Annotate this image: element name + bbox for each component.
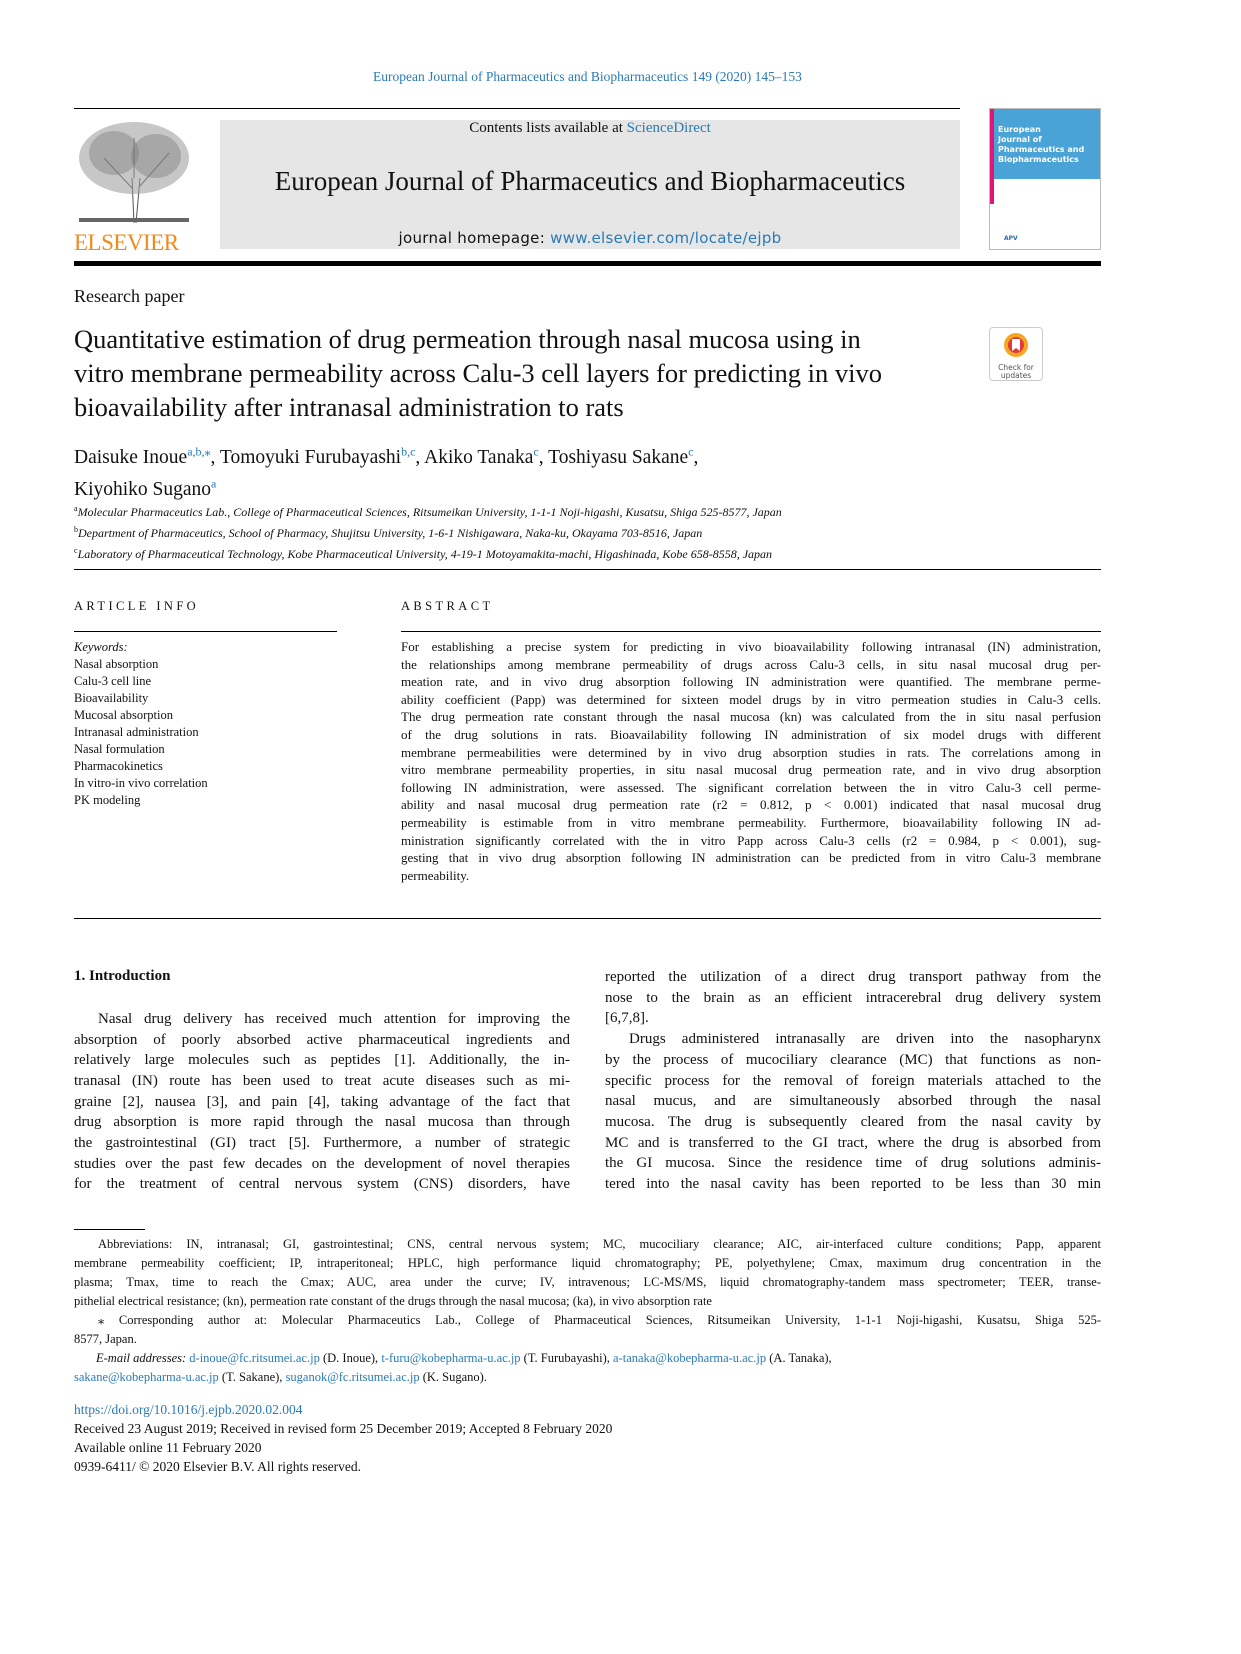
author[interactable] xyxy=(424,444,549,468)
abstract-line: For establishing a precise system for predicting in vivo bioavailability following intranasal (IN) administration, xyxy=(401,639,1101,654)
intro-right-column xyxy=(605,967,1101,1195)
received-dates: Received 23 August 2019; Received in revised form 25 December 2019; Accepted 8 February 2020 xyxy=(74,1421,613,1436)
author-name: Akiko Tanaka xyxy=(424,446,534,468)
keyword: Bioavailability xyxy=(74,691,149,705)
keyword: Nasal absorption xyxy=(74,657,159,671)
body-line: nose to the brain as an efficient intracerebral drug delivery system xyxy=(605,989,1101,1006)
homepage-link[interactable]: www.elsevier.com/locate/ejpb xyxy=(550,229,782,247)
body-line: the gastrointestinal (GI) tract [5]. Furthermore, a number of strategic xyxy=(74,1134,570,1151)
email-owner: (T. Furubayashi), xyxy=(520,1351,614,1365)
email-line xyxy=(74,1368,1101,1387)
elsevier-logo[interactable] xyxy=(74,118,194,255)
body-line: absorption of poorly absorbed active pharmaceutical ingredients and xyxy=(74,1031,570,1048)
author-affiliation-sup[interactable]: c xyxy=(688,444,694,458)
elsevier-tree-icon xyxy=(74,118,194,226)
body-line: nasal mucus, and are simultaneously absorbed through the nasal xyxy=(605,1093,1101,1110)
keyword: Mucosal absorption xyxy=(74,708,173,722)
cover-title-line: Biopharmaceutics xyxy=(998,155,1079,164)
keyword: Pharmacokinetics xyxy=(74,759,163,773)
footnote-line: 8577, Japan. xyxy=(74,1332,137,1346)
body-line: reported the utilization of a direct drug transport pathway from the xyxy=(605,969,1101,985)
body-line: graine [2], nausea [3], and pain [4], taking advantage of the fact that xyxy=(74,1093,570,1110)
author-name: Tomoyuki Furubayashi xyxy=(219,446,402,468)
author[interactable] xyxy=(548,444,699,468)
abstract-line: ministration significantly correlated with the in vitro Papp across Calu-3 cells (r2 = 0.984, p < 0.001), sug- xyxy=(401,832,1101,848)
body-line: relatively large molecules such as peptides [1]. Additionally, the in- xyxy=(74,1052,570,1069)
email-owner: (K. Sugano). xyxy=(419,1369,487,1384)
contents-text: Contents lists available at xyxy=(469,120,627,136)
author-affiliation-sup[interactable]: c xyxy=(533,444,539,458)
abstract-line: membrane permeabilities were determined by in vivo drug absorption studies in rats. The correlations among in xyxy=(401,744,1101,760)
section-rule xyxy=(74,918,1101,919)
footnote-line: Abbreviations: IN, intranasal; GI, gastrointestinal; CNS, central nervous system; MC, mucociliary clearance; AIC, air-interfaced culture conditions; Papp, apparent xyxy=(98,1237,1101,1251)
affiliation-sup: c xyxy=(74,546,78,555)
abstract-line: The drug permeation rate constant through the nasal mucosa (kn) was calculated from the in situ nasal perfusion xyxy=(401,709,1101,725)
footnote-line: pithelial electrical resistance; (kn), permeation rate constant of the drugs through the nasal mucosa; (ka), in vivo absorption rate xyxy=(74,1294,712,1308)
contents-line xyxy=(220,120,960,137)
author-separator: , xyxy=(538,446,549,468)
keyword: Calu-3 cell line xyxy=(74,674,152,688)
email-link[interactable]: suganok@fc.ritsumei.ac.jp xyxy=(285,1369,420,1384)
author[interactable] xyxy=(219,444,425,468)
keyword: In vitro-in vivo correlation xyxy=(74,776,208,790)
affiliation-text: Department of Pharmaceutics, School of Pharmacy, Shujitsu University, 1-6-1 Nishigawara, Naka-ku, Okayama 703-8516, Japan xyxy=(78,526,703,540)
check-for-updates-button[interactable] xyxy=(989,327,1043,381)
header-thick-rule xyxy=(74,261,1101,266)
body-line: [6,7,8]. xyxy=(605,1010,649,1027)
body-line: Nasal drug delivery has received much attention for improving the xyxy=(98,1011,570,1027)
keywords-label: Keywords: xyxy=(74,640,128,654)
keywords-block xyxy=(74,639,208,809)
title-line: bioavailability after intranasal administration to rats xyxy=(74,392,624,422)
journal-citation[interactable]: European Journal of Pharmaceutics and Biopharmaceutics 149 (2020) 145–153 xyxy=(373,69,802,84)
abstract-line: the relationships among membrane permeability of drugs across Calu-3 cells, in situ nasal mucosal drug per- xyxy=(401,656,1101,672)
abstract-line: meation rate, and in vivo drug absorption following IN administration were quantified. The membrane perme- xyxy=(401,674,1101,690)
cover-title xyxy=(998,125,1084,165)
footnote-line: membrane permeability coefficient; IP, intraperitoneal; HPLC, high performance liquid chromatography; PE, polyethylene; Cmax, maximum drug concentration in the xyxy=(74,1256,1101,1270)
keyword: PK modeling xyxy=(74,793,141,807)
email-footnote xyxy=(74,1349,1101,1386)
section-rule xyxy=(74,569,1101,570)
abstract-line: ability and nasal mucosal drug permeation rate (r2 = 0.812, p < 0.001) indicated that nasal mucosal drug xyxy=(401,797,1101,813)
author-list xyxy=(74,438,854,503)
body-line: MC and is transferred to the GI tract, where the drug is absorbed from xyxy=(605,1134,1101,1151)
abstract-line: vitro membrane permeability properties, in situ nasal mucosal drug permeation rate, and in vivo drug absorption xyxy=(401,762,1101,778)
article-title xyxy=(74,322,974,424)
email-link[interactable]: d-inoue@fc.ritsumei.ac.jp xyxy=(189,1351,320,1365)
affiliation xyxy=(74,500,782,521)
email-link[interactable]: sakane@kobepharma-u.ac.jp xyxy=(74,1369,219,1384)
author-name: Kiyohiko Sugano xyxy=(74,479,212,500)
header-top-rule xyxy=(74,108,960,109)
cover-society-logo: APV xyxy=(1004,235,1018,242)
affiliations xyxy=(74,500,782,563)
body-line: for the treatment of central nervous system (CNS) disorders, have xyxy=(74,1176,570,1193)
publication-info xyxy=(74,1400,612,1476)
affiliation-sup: b xyxy=(74,525,78,534)
keyword: Intranasal administration xyxy=(74,725,199,739)
author[interactable] xyxy=(74,444,220,468)
body-line: the GI mucosa. Since the residence time of drug solutions adminis- xyxy=(605,1155,1101,1172)
copyright: 0939-6411/ © 2020 Elsevier B.V. All rights reserved. xyxy=(74,1459,361,1474)
affiliation-text: Molecular Pharmaceutics Lab., College of Pharmaceutical Sciences, Ritsumeikan University, 1-1-1 Noji-higashi, Kusatsu, Shiga 525-8577, Japan xyxy=(77,505,782,519)
author-affiliation-sup[interactable]: b,c xyxy=(401,444,416,458)
abstract-line: gesting that in vivo drug absorption following IN administration can be predicted from in vitro Calu-3 membrane xyxy=(401,850,1101,866)
email-label: E-mail addresses: xyxy=(96,1351,190,1365)
body-line: mucosa. The drug is subsequently cleared from the nasal cavity by xyxy=(605,1113,1101,1130)
journal-cover[interactable] xyxy=(989,108,1101,250)
title-line: Quantitative estimation of drug permeation through nasal mucosa using in xyxy=(74,324,861,354)
abstract-line: ability coefficient (Papp) was determined for sixteen model drugs by in vitro permeation studies in Calu-3 cells. xyxy=(401,691,1101,707)
article-type: Research paper xyxy=(74,286,185,306)
affiliation-sup: a xyxy=(74,504,78,513)
keyword: Nasal formulation xyxy=(74,742,165,756)
author-separator: , xyxy=(415,446,425,468)
email-link[interactable]: a-tanaka@kobepharma-u.ac.jp xyxy=(613,1351,767,1365)
cover-title-line: European xyxy=(998,125,1041,134)
affiliation xyxy=(74,521,782,542)
body-line: studies over the past few decades on the development of novel therapies xyxy=(74,1155,570,1172)
body-line: by the process of mucociliary clearance (MC) that functions as non- xyxy=(605,1051,1101,1068)
abbreviations-footnote xyxy=(74,1235,1101,1311)
article-info-rule xyxy=(74,631,337,632)
elsevier-wordmark: ELSEVIER xyxy=(74,230,179,255)
abstract-line: permeability. xyxy=(401,867,470,883)
introduction-heading: 1. Introduction xyxy=(74,968,171,984)
author-affiliation-sup[interactable]: a xyxy=(211,476,217,491)
author-name: Toshiyasu Sakane xyxy=(548,446,689,468)
abstract-line: following IN administration, were assessed. The significant correlation between the in vitro Calu-3 cell perme- xyxy=(401,779,1101,795)
title-line: vitro membrane permeability across Calu-3 cell layers for predicting in vivo xyxy=(74,358,882,388)
check-updates-text: Check for xyxy=(998,363,1034,372)
check-updates-icon xyxy=(1001,331,1031,359)
body-line: specific process for the removal of foreign materials attached to the xyxy=(605,1072,1101,1089)
cover-accent-bar xyxy=(990,109,994,204)
author-separator: , xyxy=(210,446,220,468)
body-line: Drugs administered intranasally are driven into the nasopharynx xyxy=(629,1031,1101,1048)
homepage-line xyxy=(220,229,960,247)
corresponding-author-footnote xyxy=(74,1311,1101,1349)
cover-title-line: Pharmaceutics and xyxy=(998,145,1085,154)
footnote-line: plasma; Tmax, time to reach the Cmax; AUC, area under the curve; IV, intravenous; LC-MS/MS, liquid chromatography-tandem mass spectrometer; TEER, transe- xyxy=(74,1275,1101,1289)
footnote-rule xyxy=(74,1229,145,1230)
doi-link[interactable]: https://doi.org/10.1016/j.ejpb.2020.02.004 xyxy=(74,1402,303,1417)
body-line: tranasal (IN) route has been used to treat acute diseases such as mi- xyxy=(74,1072,570,1089)
abstract-line: of the drug solutions in rats. Bioavailability following IN administration of six model drugs with different xyxy=(401,726,1101,742)
email-owner: (A. Tanaka), xyxy=(766,1351,832,1365)
homepage-label: journal homepage: xyxy=(398,229,551,247)
check-updates-text: updates xyxy=(1000,371,1032,380)
sciencedirect-link[interactable]: ScienceDirect xyxy=(626,120,711,136)
email-owner: (T. Sakane), xyxy=(218,1369,286,1384)
author-affiliation-sup[interactable]: a,b,⁎ xyxy=(187,444,211,458)
cover-title-line: Journal of xyxy=(998,135,1042,144)
available-online: Available online 11 February 2020 xyxy=(74,1440,262,1455)
journal-title: European Journal of Pharmaceutics and Biopharmaceutics xyxy=(274,166,906,196)
intro-left-column xyxy=(74,1009,570,1195)
email-owner: (D. Inoue), xyxy=(319,1351,382,1365)
email-line xyxy=(74,1349,1101,1368)
body-line: drug absorption is more rapid through the nasal mucosa than through xyxy=(74,1114,570,1131)
affiliation-text: Laboratory of Pharmaceutical Technology, Kobe Pharmaceutical University, 4-19-1 Motoyamakita-machi, Higashinada, Kobe 658-8558, Japan xyxy=(77,547,773,561)
check-updates-label xyxy=(990,364,1042,380)
email-link[interactable]: t-furu@kobepharma-u.ac.jp xyxy=(381,1351,521,1365)
abstract-rule xyxy=(401,631,1101,632)
abstract-line: permeability is estimable from in vitro membrane permeability. Furthermore, bioavailability following IN ad- xyxy=(401,814,1101,830)
body-line: tered into the nasal cavity has been reported to be less than 30 min xyxy=(605,1176,1101,1193)
abstract-text xyxy=(401,638,1101,884)
author-name: Daisuke Inoue xyxy=(74,446,188,468)
author-separator: , xyxy=(693,446,699,468)
article-info-heading: ARTICLE INFO xyxy=(74,599,200,613)
abstract-heading: ABSTRACT xyxy=(401,599,494,613)
footnote-line: ⁎ Corresponding author at: Molecular Pharmaceutics Lab., College of Pharmaceutical Sciences, Ritsumeikan University, 1-1-1 Noji-higashi, Kusatsu, Shiga 525- xyxy=(98,1313,1101,1327)
journal-banner xyxy=(220,120,960,249)
affiliation xyxy=(74,542,782,563)
author[interactable] xyxy=(74,476,217,500)
